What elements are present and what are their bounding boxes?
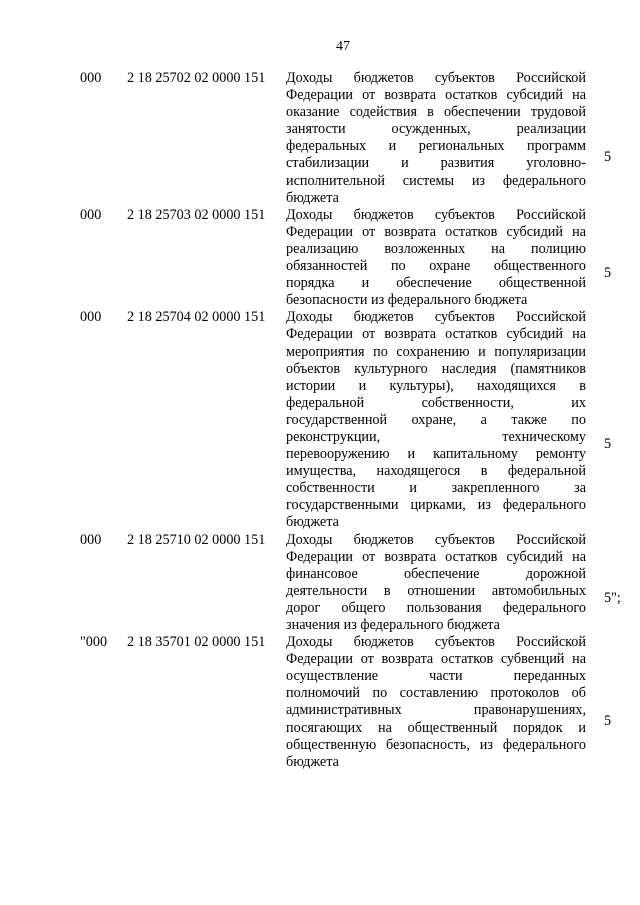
table-row bbox=[0, 207, 640, 310]
description-line: Доходы бюджетов субъектов Российской bbox=[286, 309, 586, 326]
amount: 5 bbox=[604, 149, 612, 165]
description-line: дорог общего пользования федерального bbox=[286, 599, 586, 616]
table-row bbox=[0, 532, 640, 635]
revenue-description bbox=[286, 309, 586, 531]
description-line: стабилизации и развития уголовно- bbox=[286, 155, 586, 172]
amount: 5"; bbox=[604, 589, 621, 606]
budget-classification-code: 2 18 25704 02 0000 151 bbox=[127, 309, 266, 326]
admin-code: 000 bbox=[80, 206, 102, 223]
description-line: объектов культурного наследия (памятников bbox=[286, 360, 586, 377]
description-line: осуществление части переданных bbox=[286, 668, 586, 685]
description-line: реконструкции, техническому bbox=[286, 428, 586, 445]
description-line: полномочий по составлению протоколов об bbox=[286, 685, 586, 702]
revenue-description bbox=[286, 207, 586, 310]
budget-classification-code: 2 18 25703 02 0000 151 bbox=[127, 206, 266, 223]
table-row bbox=[0, 634, 640, 771]
description-line: собственности и закрепленного за bbox=[286, 480, 586, 497]
description-line: Федерации от возврата остатков субсидий на bbox=[286, 223, 586, 240]
description-line: Доходы бюджетов субъектов Российской bbox=[286, 531, 586, 548]
description-line: деятельности в отношении автомобильных bbox=[286, 582, 586, 599]
description-line: Федерации от возврата остатков субсидий на bbox=[286, 326, 586, 343]
admin-code: 000 bbox=[80, 70, 102, 86]
table-row bbox=[0, 70, 640, 207]
description-line: Федерации от возврата остатков субсидий на bbox=[286, 548, 586, 565]
description-line: Доходы бюджетов субъектов Российской bbox=[286, 70, 586, 86]
admin-code: 000 bbox=[80, 531, 102, 548]
description-line: перевооружению и капитальному ремонту bbox=[286, 446, 586, 463]
description-line: федеральных и региональных программ bbox=[286, 138, 586, 155]
description-line: оказание содействия в обеспечении трудовой bbox=[286, 104, 586, 121]
description-line: административных правонарушениях, bbox=[286, 702, 586, 719]
description-line: Доходы бюджетов субъектов Российской bbox=[286, 206, 586, 223]
description-line: посягающих на общественный порядок и bbox=[286, 719, 586, 736]
description-line: обязанностей по охране общественного bbox=[286, 258, 586, 275]
amount: 5 bbox=[604, 264, 612, 281]
amount: 5 bbox=[604, 436, 612, 453]
description-line: реализацию возложенных на полицию bbox=[286, 240, 586, 257]
description-line: финансовое обеспечение дорожной bbox=[286, 565, 586, 582]
description-line: Федерации от возврата остатков субсидий на bbox=[286, 87, 586, 104]
description-line: государственными цирками, из федерального bbox=[286, 497, 586, 514]
description-line: Федерации от возврата остатков субвенций на bbox=[286, 651, 586, 668]
budget-classification-code: 2 18 25710 02 0000 151 bbox=[127, 531, 266, 548]
description-line: бюджета bbox=[286, 753, 339, 770]
page-number: 47 bbox=[336, 39, 350, 54]
revenue-description bbox=[286, 532, 586, 635]
admin-code: 000 bbox=[80, 309, 102, 326]
description-line: значения из федерального бюджета bbox=[286, 617, 500, 633]
description-line: имущества, находящегося в федеральной bbox=[286, 463, 586, 480]
budget-classification-code: 2 18 25702 02 0000 151 bbox=[127, 70, 266, 86]
budget-classification-code: 2 18 35701 02 0000 151 bbox=[127, 634, 266, 651]
revenue-table bbox=[0, 70, 640, 771]
description-line: общественную безопасность, из федерального bbox=[286, 736, 586, 753]
table-row bbox=[0, 309, 640, 531]
admin-code: "000 bbox=[80, 634, 108, 651]
description-line: истории и культуры), находящихся в bbox=[286, 377, 586, 394]
description-line: занятости осужденных, реализации bbox=[286, 121, 586, 138]
description-line: Доходы бюджетов субъектов Российской bbox=[286, 634, 586, 651]
description-line: мероприятия по сохранению и популяризации bbox=[286, 343, 586, 360]
description-line: исполнительной системы из федерального bbox=[286, 172, 586, 189]
description-line: безопасности из федерального бюджета bbox=[286, 292, 528, 309]
description-line: федеральной собственности, их bbox=[286, 394, 586, 411]
revenue-description bbox=[286, 634, 586, 771]
description-line: бюджета bbox=[286, 514, 339, 531]
description-line: государственной охране, а также по bbox=[286, 411, 586, 428]
amount: 5 bbox=[604, 713, 612, 730]
description-line: порядка и обеспечение общественной bbox=[286, 275, 586, 292]
revenue-description bbox=[286, 70, 586, 207]
description-line: бюджета bbox=[286, 189, 339, 206]
